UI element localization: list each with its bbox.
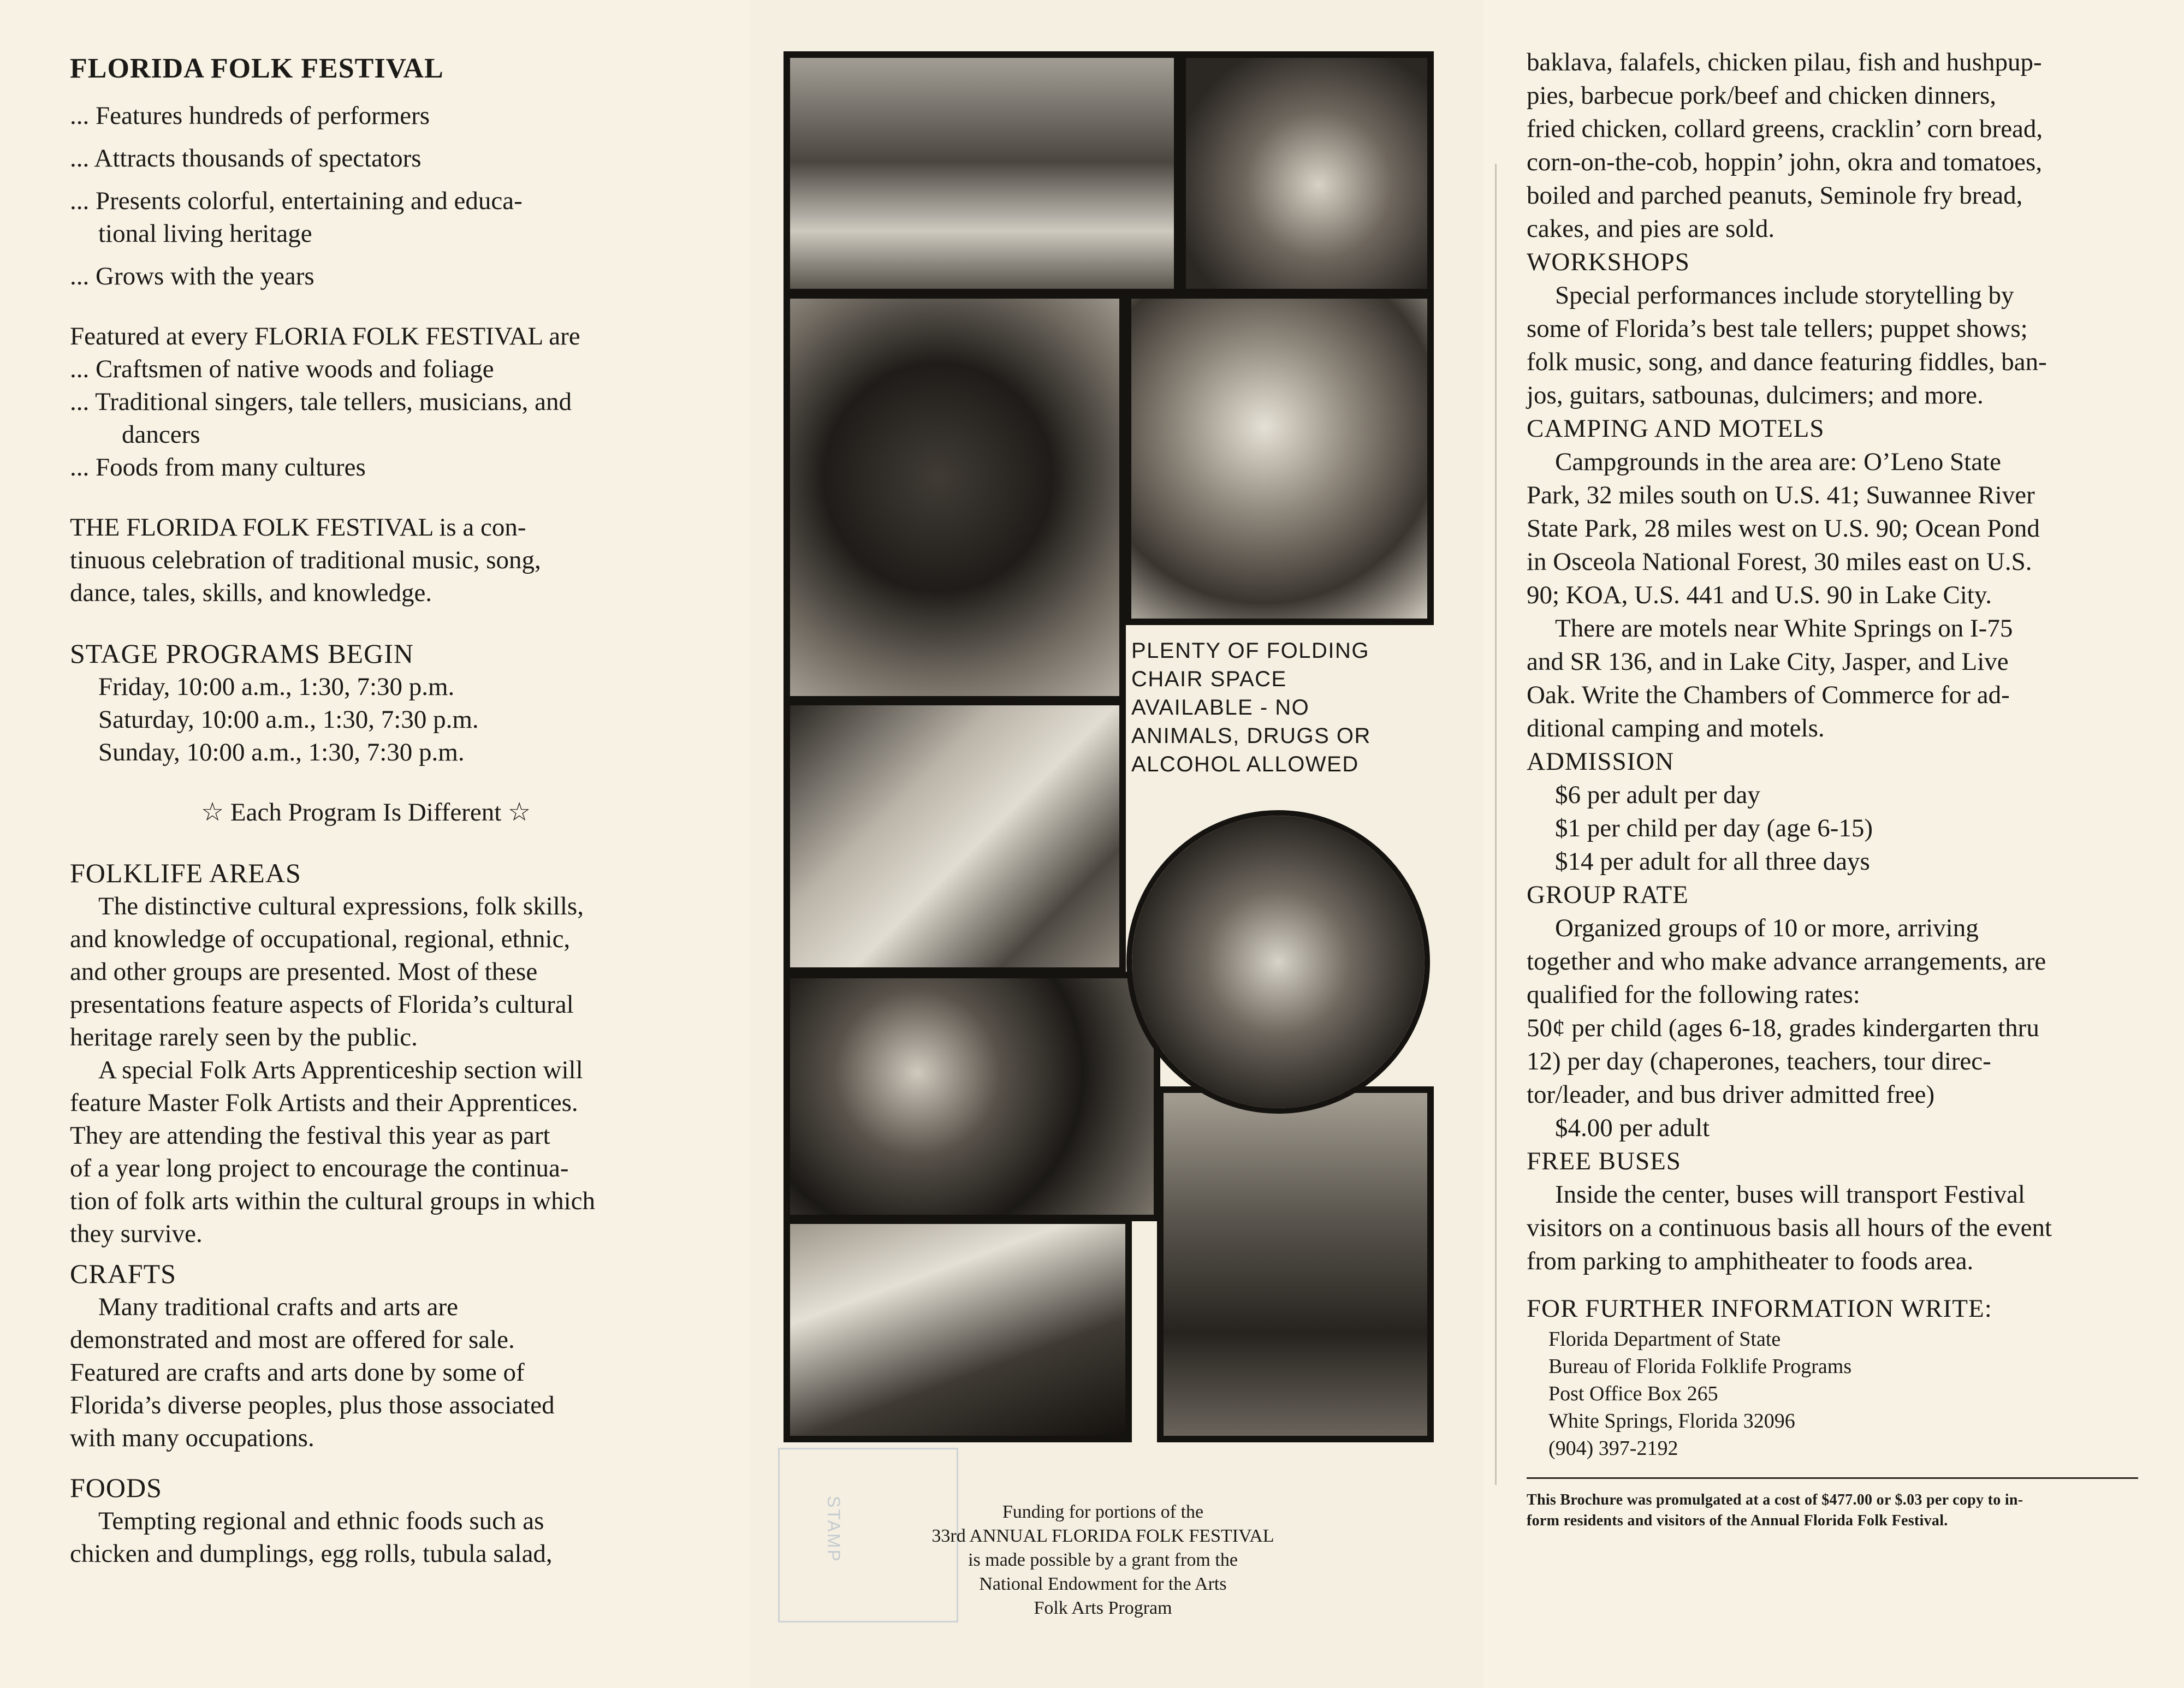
cost-note (1527, 1490, 2171, 1531)
folklife-line: The distinctive cultural expressions, folk skills, (98, 892, 584, 920)
camping-line: 90; KOA, U.S. 441 and U.S. 90 in Lake City. (1527, 581, 1992, 609)
camping-line: in Osceola National Forest, 30 miles east on U.S. (1527, 548, 2032, 576)
camping-line: State Park, 28 miles west on U.S. 90; Ocean Pond (1527, 514, 2040, 543)
featured-heading: Featured at every FLORIA FOLK FESTIVAL are (70, 322, 580, 350)
camping-line: Park, 32 miles south on U.S. 41; Suwannee River (1527, 481, 2035, 509)
group-rate-heading: GROUP RATE (1527, 881, 1689, 909)
stage-time: Saturday, 10:00 a.m., 1:30, 7:30 p.m. (98, 705, 479, 734)
caption-line: ALCOHOL ALLOWED (1131, 752, 1359, 776)
cost-note-line: form residents and visitors of the Annual Florida Folk Festival. (1527, 1512, 1948, 1529)
funding-line: National Endowment for the Arts (979, 1574, 1227, 1594)
left-panel (0, 0, 749, 1688)
address-line: Post Office Box 265 (1548, 1382, 1718, 1405)
stage-heading: STAGE PROGRAMS BEGIN (70, 638, 414, 669)
crafts-heading: CRAFTS (70, 1258, 176, 1289)
featured-item: dancers (122, 420, 200, 449)
intro-item: ... Grows with the years (70, 262, 314, 290)
photo-musician (784, 1217, 1132, 1442)
free-buses-line: from parking to amphitheater to foods area. (1527, 1247, 1974, 1275)
workshops-heading: WORKSHOPS (1527, 248, 1690, 276)
address-line: Bureau of Florida Folklife Programs (1548, 1355, 1852, 1378)
folklife-line: presentations feature aspects of Florida’s cultural (70, 990, 574, 1019)
admission-item: $6 per adult per day (1555, 781, 1760, 809)
photo-circle-dancers (1126, 810, 1430, 1114)
funding-line: 33rd ANNUAL FLORIDA FOLK FESTIVAL (931, 1526, 1274, 1546)
foods-continued-line: cakes, and pies are sold. (1527, 215, 1775, 243)
foods-continued-line: fried chicken, collard greens, cracklin’ corn bread, (1527, 115, 2043, 143)
foods-continued-line: boiled and parched peanuts, Seminole fry bread, (1527, 181, 2023, 210)
caption-line: ANIMALS, DRUGS OR (1131, 724, 1371, 748)
photo-crowd (784, 699, 1126, 974)
workshops-line: folk music, song, and dance featuring fiddles, ban- (1527, 348, 2047, 376)
camping-heading: CAMPING AND MOTELS (1527, 414, 1825, 443)
divider (1527, 1477, 2138, 1479)
folklife-line: and knowledge of occupational, regional, ethnic, (70, 925, 571, 953)
photo-singers (784, 972, 1160, 1221)
photo-caption (1131, 637, 1426, 778)
foods-heading: FOODS (70, 1472, 162, 1503)
camping-line: Oak. Write the Chambers of Commerce for ad- (1527, 681, 2010, 709)
stamp-label: STAMP (824, 1496, 844, 1563)
foods-continued-line: pies, barbecue pork/beef and chicken dinners, (1527, 81, 1996, 110)
crafts-line: with many occupations. (70, 1424, 314, 1452)
folklife-heading: FOLKLIFE AREAS (70, 858, 301, 888)
folklife-line: heritage rarely seen by the public. (70, 1023, 418, 1051)
caption-line: PLENTY OF FOLDING (1131, 639, 1369, 663)
foods-continued-line: corn-on-the-cob, hoppin’ john, okra and tomatoes, (1527, 148, 2043, 176)
address-line: Florida Department of State (1548, 1328, 1781, 1351)
foods-line: Tempting regional and ethnic foods such as (98, 1507, 544, 1535)
foods-continued-line: baklava, falafels, chicken pilau, fish and hushpup- (1527, 48, 2042, 76)
group-rate-line: $4.00 per adult (1555, 1114, 1710, 1142)
free-buses-heading: FREE BUSES (1527, 1147, 1681, 1175)
featured-item: ... Traditional singers, tale tellers, musicians, and (70, 388, 572, 416)
group-rate-line: tor/leader, and bus driver admitted free) (1527, 1080, 1935, 1109)
program-note: ☆ Each Program Is Different ☆ (201, 798, 531, 827)
funding-line: Folk Arts Program (1034, 1598, 1172, 1618)
stage-time: Friday, 10:00 a.m., 1:30, 7:30 p.m. (98, 673, 455, 701)
free-buses-line: visitors on a continuous basis all hours of the event (1527, 1214, 2052, 1242)
featured-item: ... Foods from many cultures (70, 453, 366, 482)
folklife-line: feature Master Folk Artists and their Apprentices. (70, 1089, 578, 1117)
crafts-line: Many traditional crafts and arts are (98, 1293, 459, 1321)
crafts-line: Featured are crafts and arts done by some of (70, 1358, 525, 1387)
camping-line: and SR 136, and in Lake City, Jasper, and Live (1527, 647, 2009, 676)
summary-line: dance, tales, skills, and knowledge. (70, 579, 432, 607)
folklife-line: They are attending the festival this year as part (70, 1121, 550, 1150)
intro-item: tional living heritage (98, 219, 312, 248)
summary-line: THE FLORIDA FOLK FESTIVAL is a con- (70, 513, 526, 542)
folklife-line: tion of folk arts within the cultural groups in which (70, 1187, 596, 1215)
caption-line: CHAIR SPACE (1131, 667, 1287, 691)
intro-item: ... Presents colorful, entertaining and educa- (70, 187, 523, 215)
free-buses-line: Inside the center, buses will transport Festival (1555, 1180, 2025, 1209)
stage-time: Sunday, 10:00 a.m., 1:30, 7:30 p.m. (98, 738, 465, 766)
foods-line: chicken and dumplings, egg rolls, tubula salad, (70, 1540, 553, 1568)
funding-credit (830, 1500, 1376, 1620)
folklife-line: of a year long project to encourage the continua- (70, 1154, 569, 1182)
photo-fiddler (1125, 292, 1434, 625)
festival-title: FLORIDA FOLK FESTIVAL (70, 53, 444, 84)
workshops-line: Special performances include storytelling by (1555, 281, 2014, 310)
summary-line: tinuous celebration of traditional music, song, (70, 546, 541, 574)
funding-line: Funding for portions of the (1002, 1502, 1204, 1522)
admission-item: $14 per adult for all three days (1555, 847, 1870, 876)
group-rate-line: 12) per day (chaperones, teachers, tour direc- (1527, 1047, 1991, 1075)
workshops-line: jos, guitars, satbounas, dulcimers; and more. (1527, 381, 1984, 409)
folklife-line: and other groups are presented. Most of these (70, 958, 538, 986)
right-panel (1483, 0, 2184, 1688)
intro-item: ... Features hundreds of performers (70, 102, 430, 130)
camping-line: ditional camping and motels. (1527, 714, 1825, 742)
group-rate-line: qualified for the following rates: (1527, 980, 1860, 1009)
folklife-line: A special Folk Arts Apprenticeship section will (98, 1056, 583, 1084)
admission-heading: ADMISSION (1527, 747, 1675, 776)
intro-item: ... Attracts thousands of spectators (70, 144, 422, 173)
camping-line: Campgrounds in the area are: O’Leno State (1555, 448, 2001, 476)
folklife-line: they survive. (70, 1220, 203, 1248)
photo-performer (784, 292, 1126, 703)
address-line: (904) 397-2192 (1548, 1437, 1678, 1460)
photo-dancers (784, 51, 1180, 295)
crafts-line: Florida’s diverse peoples, plus those associated (70, 1391, 555, 1419)
photo-craftsman (1179, 51, 1434, 295)
camping-line: There are motels near White Springs on I-75 (1555, 614, 2013, 643)
info-heading: FOR FURTHER INFORMATION WRITE: (1527, 1294, 1992, 1323)
featured-item: ... Craftsmen of native woods and foliage (70, 355, 494, 383)
group-rate-line: Organized groups of 10 or more, arriving (1555, 914, 1979, 942)
caption-line: AVAILABLE - NO (1131, 696, 1310, 720)
workshops-line: some of Florida’s best tale tellers; puppet shows; (1527, 314, 2028, 343)
address-line: White Springs, Florida 32096 (1548, 1410, 1795, 1433)
funding-line: is made possible by a grant from the (968, 1550, 1238, 1570)
column-rule (1495, 164, 1497, 1485)
photo-audience (1157, 1086, 1434, 1442)
group-rate-line: 50¢ per child (ages 6-18, grades kindergarten thru (1527, 1014, 2039, 1042)
admission-item: $1 per child per day (age 6-15) (1555, 814, 1873, 842)
group-rate-line: together and who make advance arrangements, are (1527, 947, 2046, 976)
mailing-address (1527, 1326, 2171, 1462)
crafts-line: demonstrated and most are offered for sale. (70, 1326, 515, 1354)
cost-note-line: This Brochure was promulgated at a cost of $477.00 or $.03 per copy to in- (1527, 1491, 2023, 1508)
